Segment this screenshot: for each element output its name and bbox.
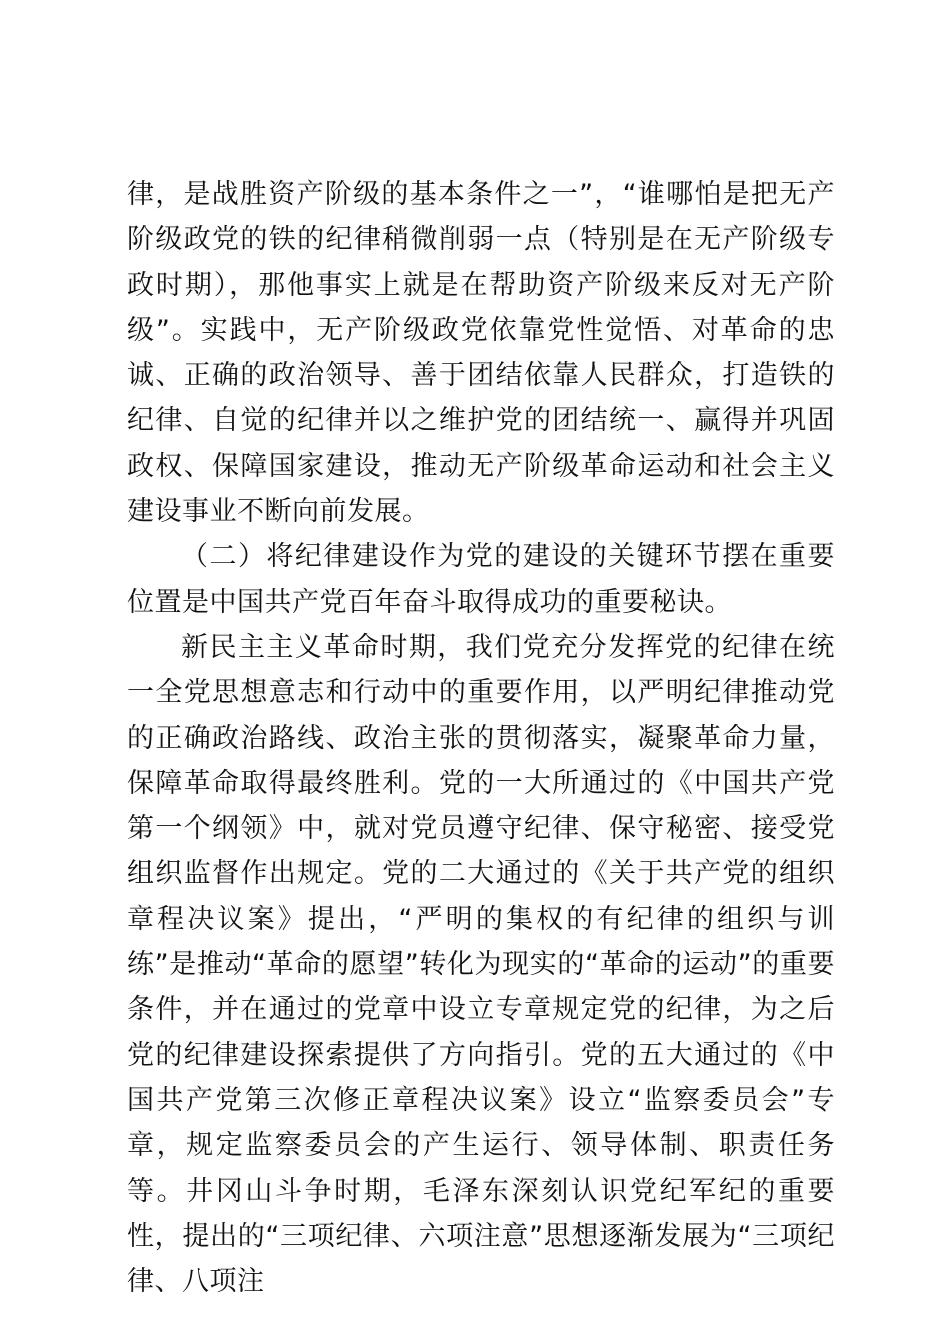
paragraph-2-heading: （二）将纪律建设作为党的建设的关键环节摆在重要位置是中国共产党百年奋斗取得成功的重要秘诀。 [127, 541, 835, 618]
paragraph-1: 律，是战胜资产阶级的基本条件之一”，“谁哪怕是把无产阶级政党的铁的纪律稍微削弱一点（特别是在无产阶级专政时期），那他事实上就是在帮助资产阶级来反对无产阶级”。实践中，无产阶级政党依靠党性觉悟、对革命的忠诚、正确的政治领导、善于团结依靠人民群众，打造铁的纪律、自觉的纪律并以之维护党的团结统一、赢得并巩固政权、保障国家建设，推动无产阶级革命运动和社会主义建设事业不断向前发展。 [127, 179, 835, 528]
document-body [127, 172, 835, 1304]
paragraph-3: 新民主主义革命时期，我们党充分发挥党的纪律在统一全党思想意志和行动中的重要作用，以严明纪律推动党的正确政治路线、政治主张的贯彻落实，凝聚革命力量，保障革命取得最终胜利。党的一大所通过的《中国共产党第一个纲领》中，就对党员遵守纪律、保守秘密、接受党组织监督作出规定。党的二大通过的《关于共产党的组织章程决议案》提出，“严明的集权的有纪律的组织与训练”是推动“革命的愿望”转化为现实的“革命的运动”的重要条件，并在通过的党章中设立专章规定党的纪律，为之后党的纪律建设探索提供了方向指引。党的五大通过的《中国共产党第三次修正章程决议案》设立“监察委员会”专章，规定监察委员会的产生运行、领导体制、职责任务等。井冈山斗争时期，毛泽东深刻认识党纪军纪的重要性，提出的“三项纪律、六项注意”思想逐渐发展为“三项纪律、八项注 [127, 631, 835, 1298]
